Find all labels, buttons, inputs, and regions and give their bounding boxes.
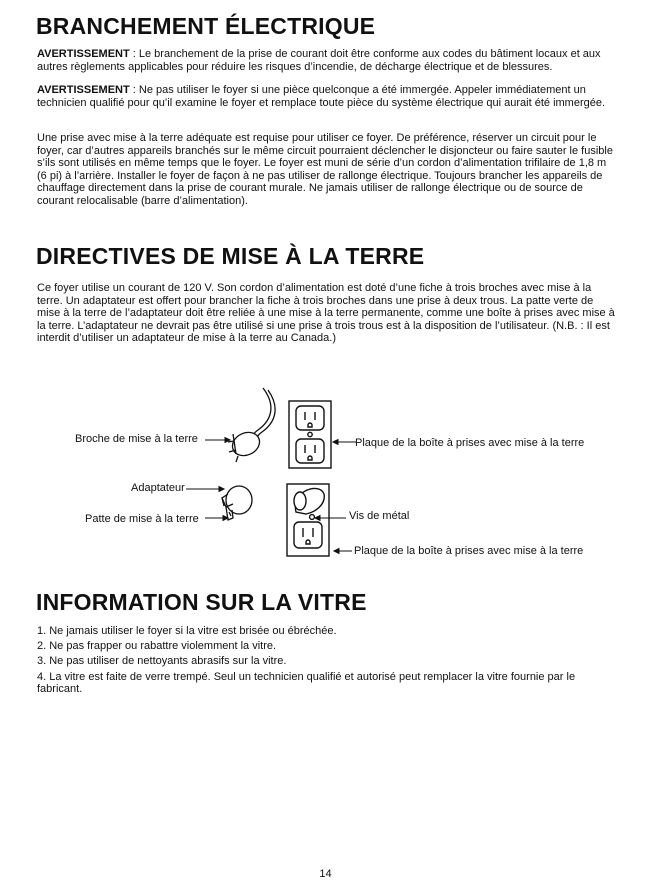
warning-text: : Ne pas utiliser le foyer si une pièce quelconque a été immergée. Appeler immédiatement un technicien qualifié pour qu’il examine le foyer et remplace toute pièce du système électrique qui aurait été immergée. <box>37 84 606 109</box>
section-title-electrical-connection: BRANCHEMENT ÉLECTRIQUE <box>36 13 376 39</box>
grounding-diagram <box>0 370 651 570</box>
outlet-plate-top-icon <box>289 401 331 468</box>
arrow-head <box>334 549 339 554</box>
outlet-plate-bottom-icon <box>287 484 329 556</box>
section-title-glass-information: INFORMATION SUR LA VITRE <box>36 589 367 615</box>
adapter-icon <box>222 486 252 520</box>
warning-text: : Le branchement de la prise de courant doit être conforme aux codes du bâtiment locaux et aux autres règlements applicables pour réduire les risques d’incendie, de décharge électrique et de blessures. <box>37 48 601 73</box>
glass-instructions-list <box>37 625 617 698</box>
section-title-grounding: DIRECTIVES DE MISE À LA TERRE <box>36 243 425 269</box>
list-item: 3. Ne pas utiliser de nettoyants abrasifs sur la vitre. <box>37 655 287 668</box>
list-item: 4. La vitre est faite de verre trempé. Seul un technicien qualifié et autorisé peut remplacer la vitre fournie par le fabricant. <box>37 670 576 696</box>
page-number: 14 <box>319 868 332 880</box>
arrow-head <box>315 516 320 521</box>
warning-label: AVERTISSEMENT <box>37 84 130 96</box>
label-grounding-pin: Broche de mise à la terre <box>75 433 198 445</box>
warning-paragraph-2 <box>37 84 617 109</box>
grounding-paragraph: Ce foyer utilise un courant de 120 V. Son cordon d’alimentation est doté d’une fiche à trois broches avec mise à la terre. Un adaptateur est offert pour brancher la fiche à trois broches dans une prise à deux trous. La patte verte de mise à la terre de l’adaptateur doit être reliée à une mise à la terre permanente, comme une boîte à prises avec mise à la terre. L’adaptateur ne devrait pas être utilisé si une prise à trois trous est à la disposition de l’utilisateur. (N.B. : Il est interdit d’utiliser un adaptateur de mise à la terre au Canada.) <box>37 282 615 345</box>
label-grounding-tab: Patte de mise à la terre <box>85 513 199 525</box>
electrical-paragraph: Une prise avec mise à la terre adéquate est requise pour utiliser ce foyer. De préférence, réserver un circuit pour le foyer, car d’autres appareils branchés sur le même circuit pourraient déclencher le disjoncteur ou faire sauter le fusible s’ils sont utilisés en même temps que le foyer. Le foyer est muni de série d’un cordon d’alimentation trifilaire de 1,8 m (6 pi) à l’arrière. Installer le foyer de façon à ne pas utiliser de rallonge électrique. Toujours brancher les appareils de chauffage directement dans la prise de courant murale. Ne jamais utiliser de rallonge électrique ou de source de courant relocalisable (barre d’alimentation). <box>37 132 613 207</box>
label-metal-screw: Vis de métal <box>349 510 410 522</box>
label-outlet-box-top: Plaque de la boîte à prises avec mise à la terre <box>355 437 585 449</box>
arrow-head <box>219 487 224 492</box>
list-item: 2. Ne pas frapper ou rabattre violemment la vitre. <box>37 640 277 653</box>
arrow-head <box>333 440 338 445</box>
warning-label: AVERTISSEMENT <box>37 48 130 60</box>
warning-paragraph-1 <box>37 48 617 73</box>
label-adapter: Adaptateur <box>131 482 185 494</box>
list-item: 1. Ne jamais utiliser le foyer si la vitre est brisée ou ébréchée. <box>37 625 337 637</box>
label-outlet-box-bottom: Plaque de la boîte à prises avec mise à la terre <box>354 545 584 557</box>
three-prong-plug-icon <box>228 388 275 462</box>
